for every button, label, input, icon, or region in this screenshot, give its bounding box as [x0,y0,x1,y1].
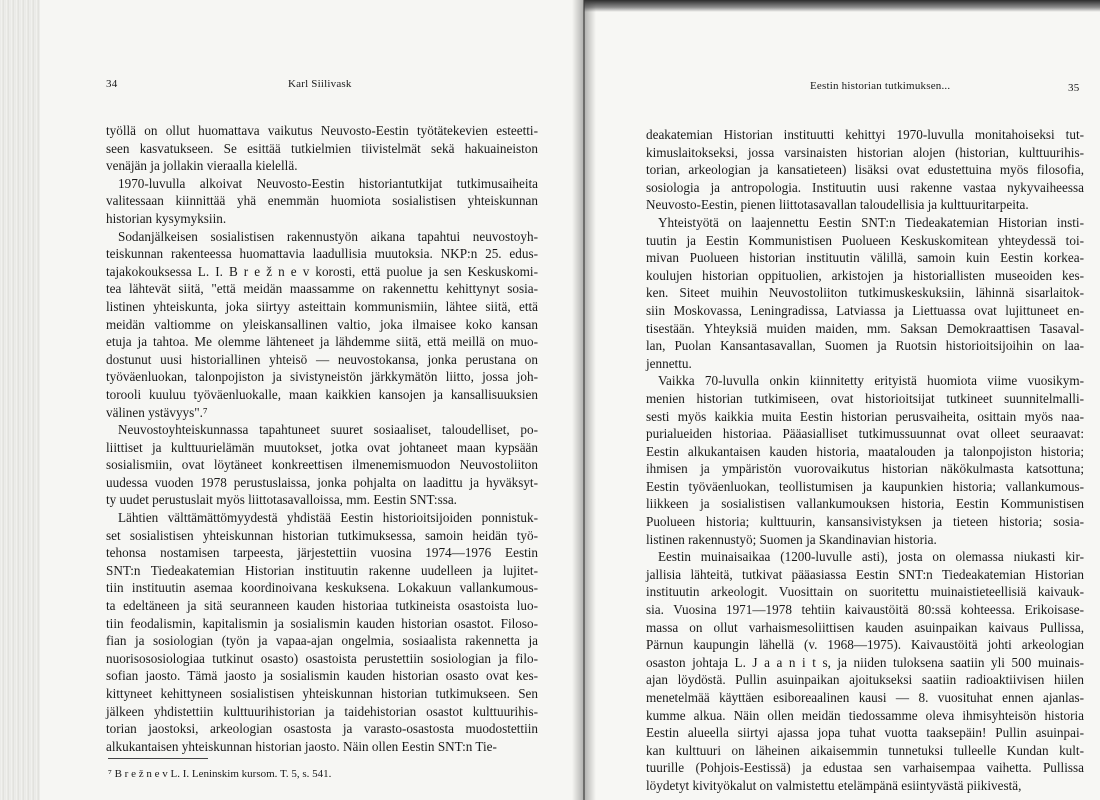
text-line: ta edeltäneen ja sitä seuranneen kauden historiaa tutkineista osastoista luo- [106,598,538,614]
text-line: tiin instituutin asemaa koordinoivana keskuksena. Lokakuun vallankumous- [106,580,538,596]
text-line: teiskunnan rakenteessa huomattavia laadullisia muutoksia. NKP:n 25. edus- [106,246,538,262]
left-text-column [106,122,538,755]
text-line: fian ja sosiologian (työn ja vapaa-ajan ongelmia, sosiaalista rakennetta ja [106,633,538,649]
text-line: meidän valtiomme on yleiskansallinen valtio, joka ilmaisee koko kansan [106,316,538,332]
text-line: Neuvosto-Eestin, pienen liittotasavallan taloudellisia ja kulttuuritarpeita. [646,197,1029,213]
text-line: valitessaan kiinnittää yhä enemmän huomiota sosialistisen yhteiskunnan [106,193,538,209]
page-edge-stack [0,0,40,800]
text-line: Neuvostoyhteiskunnassa tapahtuneet suuret sosiaaliset, taloudelliset, po- [118,422,538,438]
text-line: alkukantaisen yhteiskunnan historian jaosto. Näin ollen Eestin SNT:n Tie- [106,738,497,754]
text-line: ken. Siteet muihin Neuvostoliiton tutkimuskeskuksiin, lähinnä sisarlaitok- [646,285,1084,301]
text-line: tuutin ja Eestin Kommunistisen Puolueen Keskuskomitean yhteydessä toi- [646,232,1084,248]
text-line: torian jaostoksi, arkeologian osastosta ja varasto-osastosta muodostettiin [106,721,538,737]
text-line: tiin feodalismin, kapitalismin ja sosialismin kauden historian osastot. Filoso- [106,615,538,631]
text-line: osaston johtaja L. J a a n i t s, ja niiden tuloksena saatiin yli 500 muinais- [646,654,1084,670]
left-running-head: Karl Siilivask [288,78,352,90]
text-line: jallisia lähteitä, tutkivat pääasiassa Eestin SNT:n Tiedeakatemian Historian [646,566,1084,582]
text-line: purialueiden historiaa. Pääasialliset tutkimussuunnat ovat olleet seuraavat: [646,426,1084,442]
text-line: listinen yhteiskunta, joka siirtyy asteittain kommunismiin, lähtee siitä, että [106,298,538,314]
text-line: tehonsa nostamisen tarpeesta, järjestettiin vuosina 1974—1976 Eestin [106,545,538,561]
text-line: löydetyt kivityökalut on valmistettu etelämpänä esiintyvästä piikivestä, [646,777,1022,793]
left-page-number: 34 [106,78,118,90]
text-line: Eestin alueella siirtyi ajassa jopa tuhat vuotta taaksepäin! Pullin asuinpai- [646,725,1084,741]
text-line: listinen rakennustyö; Suomen ja Skandinavian historia. [646,531,937,547]
text-line: venäjän ja jollakin vieraalla kielellä. [106,158,298,174]
text-line: siin Moskovassa, Leningradissa, Latviassa ja Liettuassa ovat lujittuneet en- [646,302,1084,318]
text-line: kumme alkua. Näin ollen meidän tiedossamme oleva ihmisyhteisön historia [646,707,1084,723]
text-line: Eestin alkukantaisen kauden historia, maatalouden ja talonpojiston historia; [646,443,1084,459]
text-line: kan kulttuuri on läheinen aikaisemmin tunnetuksi tulleelle Kundan kult- [646,742,1084,758]
text-line: työväenluokan, talonpojiston ja sivistyneistön järkkymätön liitto, jossa joh- [106,369,538,385]
text-line: menien historian tutkimiseen, ovat historioitsijat tutkineet suunnitelmalli- [646,390,1084,406]
text-line: Pärnun kaupungin lähellä (v. 1968—1975). Kaivaustöitä johti arkeologian [646,637,1084,653]
text-line: uudessa vuoden 1978 perustuslaissa, jonka pohjalta on laadittu ja hyväksyt- [106,474,538,490]
text-line: ajan löydöstä. Pullin asuinpaikan ajoitukseksi saatiin radioaktiivisen hiilen [646,672,1084,688]
text-line: sosialismiin, ovat löytäneet konkreettisen ilmenemismuodon Neuvostoliiton [106,457,538,473]
text-line: seen kasvatukseen. Se esittää tutkielmien tiivistelmät sekä hakuaineiston [106,140,538,156]
text-line: massa on ollut varhaismesoliittisen kauden asuinpaikan kaivaus Pullissa, [646,619,1084,635]
text-line: deakatemian Historian instituutti kehittyi 1970-luvulla monitahoiseksi tut- [646,127,1084,142]
text-line: Sodanjälkeisen sosialistisen rakennustyön aikana tapahtui neuvostoyh- [118,228,538,244]
text-line: ihmisen ja ympäristön vuorovaikutus historian näkökulmasta katsottuna; [646,461,1084,477]
text-line: sofian jaosto. Tämä jaosto ja sosialismin kauden historian osasto ovat kes- [106,668,538,684]
text-line: ty uudet perustuslait myös liittotasavalloissa, mm. Eestin SNT:ssa. [106,492,457,508]
footnote-rule [108,758,208,759]
text-line: tea lähtevät siitä, "että meidän maassamme on rakennettu kehittynyt sosia- [106,281,538,297]
text-line: työllä on ollut huomattava vaikutus Neuvosto-Eestin työtätekevien esteetti- [106,123,538,138]
text-line: Eestin työväenluokan, teollistumisen ja kaupunkien historia; vallankumous- [646,478,1084,494]
book-gutter [572,0,596,800]
text-line: mivan Puolueen historian instituutin välillä, samoin kuin Eestin korkea- [646,250,1084,266]
text-line: jälkeen yhdistettiin kulttuurihistorian ja taidehistorian osastot kulttuurihis- [106,703,538,719]
text-line: kimuslaitokseksi, jossa varsinaisten historian alojen (historian, kulttuurihis- [646,144,1084,160]
text-line: tisestään. Yhteyksiä muiden maiden, mm. Saksan Demokraattisen Tasaval- [646,320,1084,336]
text-line: Yhteistyötä on laajennettu Eestin SNT:n Tiedeakatemian Historian insti- [658,214,1084,230]
text-line: lan, Puolan Kansantasavallan, Suomen ja Ruotsin historioitsijoihin on laa- [646,338,1084,354]
text-line: instituutin arkeologit. Vuosittain on suoritettu muinaistieteellisiä kaivauk- [646,584,1084,600]
text-line: sia. Vuosina 1971—1978 tehtiin kaivaustöitä 80:ssä kohteessa. Erikoisase- [646,602,1084,618]
text-line: torian, arkeologian ja kansatieteen) lisäksi ovat edustettuina myös filosofia, [646,162,1084,178]
text-line: jennettu. [646,355,692,371]
text-line: liikkeen ja sosialistisen vallankumouksen historia, Eestin Kommunistisen [646,496,1084,512]
right-page [584,0,1100,800]
text-line: menetelmää käyttäen esiboreaalinen kausi — 8. vuosituhat ennen ajanlas- [646,690,1084,705]
text-line: set sosialistisen yhteiskunnan historian tutkimuksessa, samoin heidän työ- [106,527,538,543]
text-line: kittyneet kehittyneen sosialistisen yhteiskunnan historian tutkimukseen. Sen [106,686,538,701]
page-top-shadow [584,0,1100,12]
text-line: etuja ja tahtoa. Me olemme lähteneet ja lähdemme siitä, että meillä on muo- [106,334,538,350]
text-line: historian kysymyksiin. [106,210,227,226]
right-text-column [646,126,1084,795]
text-line: liittiset ja kulttuurielämän muutokset, jotka ovat johtaneet maan kypsään [106,439,538,455]
text-line: Lähtien välttämättömyydestä yhdistää Eestin historioitsijoiden ponnistuk- [118,510,538,526]
right-page-number: 35 [1068,82,1080,94]
text-line: Puolueen historia; kulttuurin, kansansivistyksen ja tieteen historia; sosia- [646,514,1084,530]
text-line: torooli kuuluu työväenluokalle, maan kaikkien kansojen ja kansallisuuksien [106,386,538,402]
right-running-head: Eestin historian tutkimuksen... [810,80,951,92]
text-line: nuorisososiologiaa tutkinut osasto) osastoista perustettiin sosiologian ja filo- [106,650,538,666]
footnote: ⁷ B r e ž n e v L. I. Leninskim kursom. T. 5, s. 541. [108,768,332,780]
text-line: tajakokouksessa L. I. B r e ž n e v korosti, että puolue ja sen Keskuskomi- [106,263,538,279]
text-line: dostunut uusi historiallinen yhteisö — neuvostokansa, jonka perustana on [106,351,538,367]
text-line: koulujen historian oppituolien, arkistojen ja historiallisten museoiden kes- [646,267,1084,283]
text-line: Eestin muinaisaikaa (1200-luvulle asti), josta on olemassa niukasti kir- [658,549,1084,565]
text-line: tuurille (Pohjois-Eestissä) ja edustaa sen varhaisempaa vaihetta. Pullissa [646,760,1084,776]
text-line: 1970-luvulla alkoivat Neuvosto-Eestin historiantutkijat tutkimusaiheita [118,175,538,191]
text-line: sosiologia ja antropologia. Instituutin uusi rakenne vastaa nykyvaiheessa [646,179,1084,195]
text-line: SNT:n Tiedeakatemian Historian instituutin rakenne uudelleen ja lujitet- [106,562,538,578]
text-line: välinen ystävyys".⁷ [106,404,208,420]
text-line: sesti myös kaikkia muita Eestin historian perusvaiheita, osittain myös naa- [646,408,1084,424]
text-line: Vaikka 70-luvulla onkin kiinnitetty erityistä huomiota viime vuosikym- [658,373,1084,389]
